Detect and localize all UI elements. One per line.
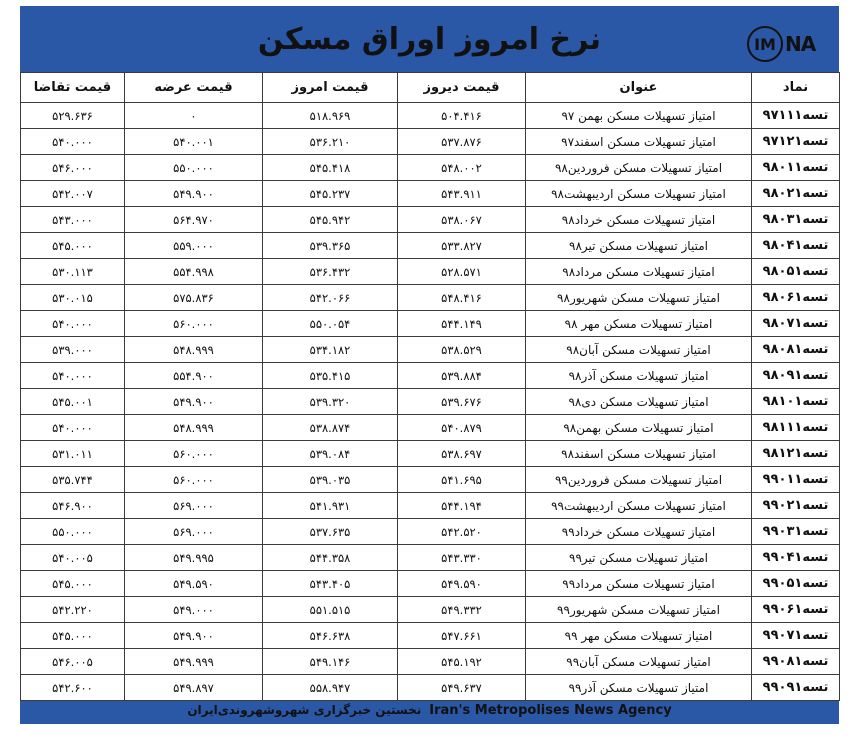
cell-bid-price: ۵۳۰.۰۱۵ [21, 285, 125, 311]
cell-yesterday-price: ۵۳۸.۵۲۹ [398, 337, 526, 363]
imna-logo [747, 24, 829, 64]
cell-symbol: تسه۹۹۰۵۱ [752, 571, 840, 597]
table-row [21, 545, 840, 571]
table-row [21, 103, 840, 129]
logo-circle-mark: IM [747, 26, 783, 62]
cell-bid-price: ۵۴۰.۰۰۰ [21, 415, 125, 441]
cell-yesterday-price: ۵۳۸.۰۶۷ [398, 207, 526, 233]
cell-bid-price: ۵۴۳.۰۰۰ [21, 207, 125, 233]
cell-bid-price: ۵۵۰.۰۰۰ [21, 519, 125, 545]
housing-bonds-table [20, 72, 840, 701]
header-bar [20, 6, 839, 72]
cell-symbol: تسه۹۸۰۱۱ [752, 155, 840, 181]
cell-yesterday-price: ۵۰۴.۴۱۶ [398, 103, 526, 129]
cell-yesterday-price: ۵۴۴.۱۹۴ [398, 493, 526, 519]
cell-symbol: تسه۹۸۰۹۱ [752, 363, 840, 389]
cell-ask-price: ۰ [125, 103, 263, 129]
cell-yesterday-price: ۵۴۹.۵۹۰ [398, 571, 526, 597]
cell-ask-price: ۵۵۰.۰۰۰ [125, 155, 263, 181]
table-row [21, 155, 840, 181]
cell-today-price: ۵۴۵.۲۳۷ [263, 181, 398, 207]
cell-today-price: ۵۴۲.۰۶۶ [263, 285, 398, 311]
cell-bid-price: ۵۴۰.۰۰۰ [21, 311, 125, 337]
cell-ask-price: ۵۵۴.۹۹۸ [125, 259, 263, 285]
cell-yesterday-price: ۵۴۳.۳۳۰ [398, 545, 526, 571]
table-row [21, 571, 840, 597]
cell-bid-price: ۵۴۶.۹۰۰ [21, 493, 125, 519]
cell-ask-price: ۵۴۹.۹۹۵ [125, 545, 263, 571]
cell-ask-price: ۵۴۹.۹۰۰ [125, 181, 263, 207]
cell-yesterday-price: ۵۴۹.۳۳۲ [398, 597, 526, 623]
cell-bid-price: ۵۴۶.۰۰۵ [21, 649, 125, 675]
cell-symbol: تسه۹۸۰۲۱ [752, 181, 840, 207]
cell-yesterday-price: ۵۴۸.۰۰۲ [398, 155, 526, 181]
table-row [21, 649, 840, 675]
cell-title: امتیاز تسهیلات مسکن بهمن ۹۷ [526, 103, 752, 129]
cell-today-price: ۵۳۸.۸۷۴ [263, 415, 398, 441]
cell-symbol: تسه۹۷۱۲۱ [752, 129, 840, 155]
cell-today-price: ۵۳۵.۴۱۵ [263, 363, 398, 389]
cell-bid-price: ۵۲۹.۶۳۶ [21, 103, 125, 129]
cell-symbol: تسه۹۹۰۴۱ [752, 545, 840, 571]
col-header-yesterday-price: قیمت دیروز [398, 73, 526, 103]
cell-symbol: تسه۹۸۰۷۱ [752, 311, 840, 337]
cell-symbol: تسه۹۹۰۶۱ [752, 597, 840, 623]
cell-bid-price: ۵۴۲.۰۰۷ [21, 181, 125, 207]
col-header-bid-price: قیمت تقاضا [21, 73, 125, 103]
cell-symbol: تسه۹۹۰۳۱ [752, 519, 840, 545]
cell-today-price: ۵۴۳.۴۰۵ [263, 571, 398, 597]
cell-title: امتیاز تسهیلات مسکن مهر ۹۹ [526, 623, 752, 649]
cell-bid-price: ۵۴۰.۰۰۰ [21, 129, 125, 155]
cell-ask-price: ۵۴۹.۹۰۰ [125, 623, 263, 649]
cell-symbol: تسه۹۸۰۵۱ [752, 259, 840, 285]
table-row [21, 207, 840, 233]
cell-title: امتیاز تسهیلات مسکن مهر ۹۸ [526, 311, 752, 337]
cell-today-price: ۵۴۵.۴۱۸ [263, 155, 398, 181]
cell-ask-price: ۵۴۹.۰۰۰ [125, 597, 263, 623]
cell-bid-price: ۵۳۱.۰۱۱ [21, 441, 125, 467]
footer-bar [20, 696, 839, 724]
table-header-row [21, 73, 840, 103]
cell-bid-price: ۵۴۵.۰۰۰ [21, 571, 125, 597]
cell-bid-price: ۵۴۰.۰۰۰ [21, 363, 125, 389]
cell-title: امتیاز تسهیلات مسکن فروردین۹۹ [526, 467, 752, 493]
cell-ask-price: ۵۴۰.۰۰۱ [125, 129, 263, 155]
cell-bid-price: ۵۴۲.۶۰۰ [21, 675, 125, 701]
cell-title: امتیاز تسهیلات مسکن بهمن۹۸ [526, 415, 752, 441]
cell-yesterday-price: ۵۳۸.۶۹۷ [398, 441, 526, 467]
cell-bid-price: ۵۴۰.۰۰۵ [21, 545, 125, 571]
cell-symbol: تسه۹۸۱۲۱ [752, 441, 840, 467]
cell-ask-price: ۵۶۰.۰۰۰ [125, 467, 263, 493]
table-row [21, 129, 840, 155]
cell-ask-price: ۵۶۰.۰۰۰ [125, 441, 263, 467]
cell-today-price: ۵۳۷.۶۳۵ [263, 519, 398, 545]
cell-bid-price: ۵۳۰.۱۱۳ [21, 259, 125, 285]
table-row [21, 363, 840, 389]
table-row [21, 233, 840, 259]
cell-title: امتیاز تسهیلات مسکن آذر۹۸ [526, 363, 752, 389]
cell-symbol: تسه۹۸۱۰۱ [752, 389, 840, 415]
cell-yesterday-price: ۵۴۷.۶۶۱ [398, 623, 526, 649]
cell-title: امتیاز تسهیلات مسکن آبان۹۹ [526, 649, 752, 675]
cell-title: امتیاز تسهیلات مسکن مرداد۹۸ [526, 259, 752, 285]
cell-yesterday-price: ۵۴۳.۹۱۱ [398, 181, 526, 207]
cell-ask-price: ۵۵۹.۰۰۰ [125, 233, 263, 259]
cell-bid-price: ۵۴۵.۰۰۰ [21, 623, 125, 649]
col-header-symbol: نماد [752, 73, 840, 103]
table-row [21, 519, 840, 545]
table-row [21, 493, 840, 519]
cell-today-price: ۵۴۵.۹۴۲ [263, 207, 398, 233]
cell-today-price: ۵۵۸.۹۴۷ [263, 675, 398, 701]
cell-today-price: ۵۳۹.۰۸۴ [263, 441, 398, 467]
table-row [21, 311, 840, 337]
table-row [21, 181, 840, 207]
cell-yesterday-price: ۵۲۸.۵۷۱ [398, 259, 526, 285]
footer-agency-fa: نخستین خبرگزاری شهروشهروندی‌ایران [187, 703, 422, 717]
cell-bid-price: ۵۳۹.۰۰۰ [21, 337, 125, 363]
cell-yesterday-price: ۵۴۸.۴۱۶ [398, 285, 526, 311]
table-row [21, 415, 840, 441]
col-header-today-price: قیمت امروز [263, 73, 398, 103]
cell-title: امتیاز تسهیلات مسکن اردیبهشت۹۸ [526, 181, 752, 207]
cell-ask-price: ۵۶۴.۹۷۰ [125, 207, 263, 233]
rates-card [20, 6, 839, 724]
table-row [21, 467, 840, 493]
cell-ask-price: ۵۴۸.۹۹۹ [125, 337, 263, 363]
table-row [21, 259, 840, 285]
cell-ask-price: ۵۴۹.۹۰۰ [125, 389, 263, 415]
cell-bid-price: ۵۴۲.۲۲۰ [21, 597, 125, 623]
cell-symbol: تسه۹۸۰۳۱ [752, 207, 840, 233]
cell-today-price: ۵۱۸.۹۶۹ [263, 103, 398, 129]
cell-ask-price: ۵۴۹.۹۹۹ [125, 649, 263, 675]
cell-today-price: ۵۳۶.۴۳۲ [263, 259, 398, 285]
cell-today-price: ۵۵۰.۰۵۴ [263, 311, 398, 337]
cell-yesterday-price: ۵۳۷.۸۷۶ [398, 129, 526, 155]
cell-bid-price: ۵۴۵.۰۰۰ [21, 233, 125, 259]
cell-yesterday-price: ۵۳۹.۶۷۶ [398, 389, 526, 415]
cell-today-price: ۵۳۹.۳۲۰ [263, 389, 398, 415]
cell-today-price: ۵۳۹.۰۳۵ [263, 467, 398, 493]
cell-title: امتیاز تسهیلات مسکن فروردین۹۸ [526, 155, 752, 181]
cell-title: امتیاز تسهیلات مسکن خرداد۹۹ [526, 519, 752, 545]
footer-agency-en: Iran's Metropolises News Agency [429, 702, 672, 718]
cell-title: امتیاز تسهیلات مسکن شهریور۹۸ [526, 285, 752, 311]
cell-title: امتیاز تسهیلات مسکن شهریور۹۹ [526, 597, 752, 623]
cell-title: امتیاز تسهیلات مسکن اسفند۹۸ [526, 441, 752, 467]
cell-today-price: ۵۴۶.۶۳۸ [263, 623, 398, 649]
table-row [21, 623, 840, 649]
cell-symbol: تسه۹۹۰۱۱ [752, 467, 840, 493]
cell-ask-price: ۵۷۵.۸۳۶ [125, 285, 263, 311]
cell-ask-price: ۵۴۸.۹۹۹ [125, 415, 263, 441]
table-row [21, 597, 840, 623]
table-row [21, 441, 840, 467]
cell-symbol: تسه۹۹۰۸۱ [752, 649, 840, 675]
col-header-title: عنوان [526, 73, 752, 103]
cell-title: امتیاز تسهیلات مسکن اسفند۹۷ [526, 129, 752, 155]
cell-ask-price: ۵۵۴.۹۰۰ [125, 363, 263, 389]
cell-yesterday-price: ۵۴۱.۶۹۵ [398, 467, 526, 493]
cell-bid-price: ۵۴۵.۰۰۱ [21, 389, 125, 415]
table-row [21, 389, 840, 415]
cell-symbol: تسه۹۸۱۱۱ [752, 415, 840, 441]
cell-bid-price: ۵۴۶.۰۰۰ [21, 155, 125, 181]
cell-title: امتیاز تسهیلات مسکن تیر۹۸ [526, 233, 752, 259]
cell-title: امتیاز تسهیلات مسکن دی۹۸ [526, 389, 752, 415]
cell-symbol: تسه۹۹۰۲۱ [752, 493, 840, 519]
cell-title: امتیاز تسهیلات مسکن خرداد۹۸ [526, 207, 752, 233]
cell-today-price: ۵۳۴.۱۸۲ [263, 337, 398, 363]
table-row [21, 337, 840, 363]
cell-yesterday-price: ۵۴۹.۶۳۷ [398, 675, 526, 701]
cell-yesterday-price: ۵۴۴.۱۴۹ [398, 311, 526, 337]
cell-today-price: ۵۴۴.۳۵۸ [263, 545, 398, 571]
cell-symbol: تسه۹۹۰۹۱ [752, 675, 840, 701]
cell-ask-price: ۵۴۹.۵۹۰ [125, 571, 263, 597]
page-title: نرخ امروز اوراق مسکن [257, 21, 602, 57]
cell-yesterday-price: ۵۳۳.۸۲۷ [398, 233, 526, 259]
cell-today-price: ۵۳۹.۳۶۵ [263, 233, 398, 259]
cell-ask-price: ۵۶۹.۰۰۰ [125, 493, 263, 519]
cell-title: امتیاز تسهیلات مسکن تیر۹۹ [526, 545, 752, 571]
cell-bid-price: ۵۳۵.۷۴۴ [21, 467, 125, 493]
cell-title: امتیاز تسهیلات مسکن مرداد۹۹ [526, 571, 752, 597]
cell-symbol: تسه۹۸۰۴۱ [752, 233, 840, 259]
cell-today-price: ۵۵۱.۵۱۵ [263, 597, 398, 623]
cell-today-price: ۵۴۹.۱۴۶ [263, 649, 398, 675]
cell-title: امتیاز تسهیلات مسکن آذر۹۹ [526, 675, 752, 701]
cell-ask-price: ۵۶۹.۰۰۰ [125, 519, 263, 545]
cell-ask-price: ۵۶۰.۰۰۰ [125, 311, 263, 337]
cell-symbol: تسه۹۸۰۶۱ [752, 285, 840, 311]
cell-yesterday-price: ۵۴۰.۸۷۹ [398, 415, 526, 441]
cell-symbol: تسه۹۷۱۱۱ [752, 103, 840, 129]
col-header-ask-price: قیمت عرضه [125, 73, 263, 103]
cell-yesterday-price: ۵۳۹.۸۸۴ [398, 363, 526, 389]
cell-today-price: ۵۴۱.۹۳۱ [263, 493, 398, 519]
cell-ask-price: ۵۴۹.۸۹۷ [125, 675, 263, 701]
cell-title: امتیاز تسهیلات مسکن آبان۹۸ [526, 337, 752, 363]
cell-today-price: ۵۳۶.۲۱۰ [263, 129, 398, 155]
cell-title: امتیاز تسهیلات مسکن اردیبهشت۹۹ [526, 493, 752, 519]
table-row [21, 285, 840, 311]
logo-wordmark: NA [785, 32, 816, 56]
cell-symbol: تسه۹۹۰۷۱ [752, 623, 840, 649]
cell-yesterday-price: ۵۴۵.۱۹۲ [398, 649, 526, 675]
cell-symbol: تسه۹۸۰۸۱ [752, 337, 840, 363]
cell-yesterday-price: ۵۴۲.۵۲۰ [398, 519, 526, 545]
